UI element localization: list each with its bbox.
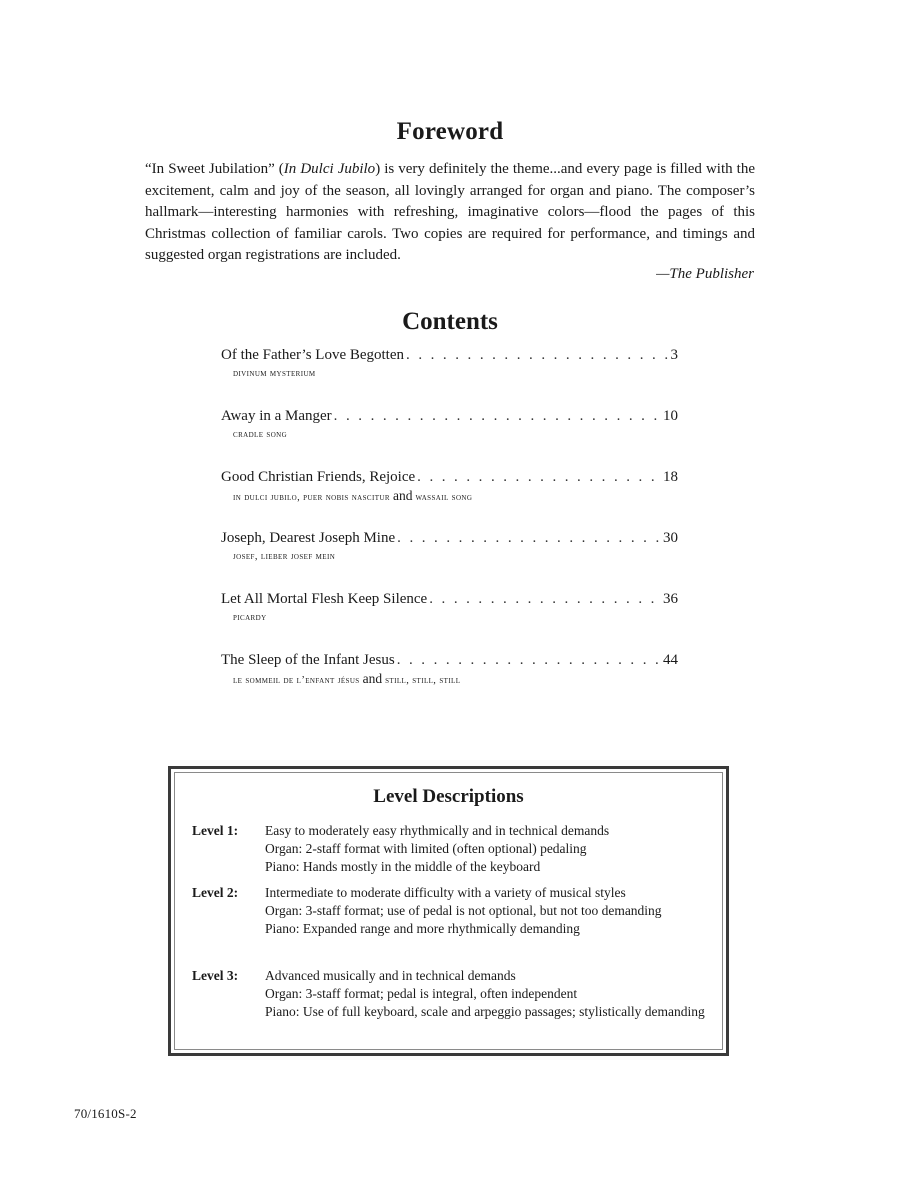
toc-entry[interactable] bbox=[221, 650, 678, 700]
toc-entry-tune bbox=[233, 428, 678, 442]
tune-name: divinum mysterium bbox=[233, 368, 316, 379]
toc-leader-dots bbox=[334, 406, 661, 426]
toc-leader-dots bbox=[429, 589, 661, 609]
catalog-code: 70/1610S-2 bbox=[74, 1106, 137, 1121]
tune-name: cradle song bbox=[233, 429, 288, 440]
toc-entry[interactable] bbox=[221, 467, 678, 517]
tune-name: le sommeil de l’enfant jésus bbox=[233, 675, 360, 686]
level-line: Organ: 2-staff format with limited (often optional) pedaling bbox=[265, 841, 587, 856]
level-line: Organ: 3-staff format; pedal is integral, often independent bbox=[265, 986, 578, 1001]
toc-entry-page: 44 bbox=[663, 652, 678, 668]
toc-entry-title: The Sleep of the Infant Jesus bbox=[221, 652, 395, 668]
toc-entry-page: 36 bbox=[663, 591, 678, 607]
tune-name: in dulci jubilo, puer nobis nascitur bbox=[233, 492, 390, 503]
tune-name: josef, lieber josef mein bbox=[233, 551, 336, 562]
level-label: Level 1: bbox=[192, 823, 239, 838]
toc-entry[interactable] bbox=[221, 589, 678, 639]
foreword-text-start: “In Sweet Jubilation” ( bbox=[145, 161, 284, 177]
level-line: Piano: Hands mostly in the middle of the keyboard bbox=[265, 859, 541, 874]
level-descriptions-heading: Level Descriptions bbox=[373, 786, 524, 807]
toc-entry-title: Joseph, Dearest Joseph Mine bbox=[221, 530, 396, 546]
level-lines bbox=[265, 884, 705, 938]
toc-entry-title: Good Christian Friends, Rejoice bbox=[221, 469, 416, 485]
toc-entry-page: 10 bbox=[663, 408, 678, 424]
level-line: Piano: Expanded range and more rhythmically demanding bbox=[265, 921, 580, 936]
level-line: Organ: 3-staff format; use of pedal is not optional, but not too demanding bbox=[265, 903, 662, 918]
toc-entry-title: Let All Mortal Flesh Keep Silence bbox=[221, 591, 428, 607]
level-lines bbox=[265, 822, 705, 876]
foreword-text-rest: ) is very definitely the theme...and every page is filled with the excitement, calm and joy of the season, all lovingly arranged for organ and piano. The composer’s hallmark—interesting harmonies with refreshing, imaginative colors—flood the pages of this Christmas collection of familiar carols. Two copies are required for performance, and timings and suggested organ registrations are included. bbox=[145, 161, 755, 264]
level-descriptions-box bbox=[168, 766, 729, 1056]
level-label: Level 3: bbox=[192, 968, 239, 983]
tune-name-2: wassail song bbox=[415, 492, 473, 503]
toc-entry-page: 3 bbox=[670, 347, 678, 363]
level-line: Easy to moderately easy rhythmically and in technical demands bbox=[265, 823, 610, 838]
foreword-paragraph bbox=[145, 159, 755, 267]
toc-entry[interactable] bbox=[221, 406, 678, 456]
toc-entry-tune bbox=[233, 672, 678, 688]
contents-heading: Contents bbox=[402, 308, 498, 335]
foreword-italic-title: In Dulci Jubilo bbox=[283, 161, 376, 177]
toc-entry-tune bbox=[233, 489, 678, 505]
foreword-signature: —The Publisher bbox=[656, 266, 754, 282]
toc-entry-tune bbox=[233, 367, 678, 381]
tune-conjunction: and bbox=[362, 671, 383, 686]
tune-name: picardy bbox=[233, 612, 267, 623]
toc-leader-dots bbox=[406, 345, 668, 365]
toc-entry[interactable] bbox=[221, 345, 678, 395]
toc-entry-tune bbox=[233, 611, 678, 625]
toc-entry-tune bbox=[233, 550, 678, 564]
toc-entry-page: 30 bbox=[663, 530, 678, 546]
toc-entry-title: Away in a Manger bbox=[221, 408, 332, 424]
level-line: Piano: Use of full keyboard, scale and arpeggio passages; stylistically demanding bbox=[265, 1004, 705, 1019]
level-lines bbox=[265, 967, 705, 1021]
tune-name-2: still, still, still bbox=[385, 675, 461, 686]
level-label: Level 2: bbox=[192, 885, 239, 900]
toc-leader-dots bbox=[417, 467, 661, 487]
toc-entry[interactable] bbox=[221, 528, 678, 578]
foreword-heading: Foreword bbox=[396, 118, 504, 145]
level-line: Advanced musically and in technical demands bbox=[265, 968, 516, 983]
toc-leader-dots bbox=[397, 650, 661, 670]
toc-entry-page: 18 bbox=[663, 469, 678, 485]
toc-entry-title: Of the Father’s Love Begotten bbox=[221, 347, 405, 363]
tune-conjunction: and bbox=[392, 488, 413, 503]
toc-leader-dots bbox=[397, 528, 661, 548]
level-line: Intermediate to moderate difficulty with a variety of musical styles bbox=[265, 885, 626, 900]
